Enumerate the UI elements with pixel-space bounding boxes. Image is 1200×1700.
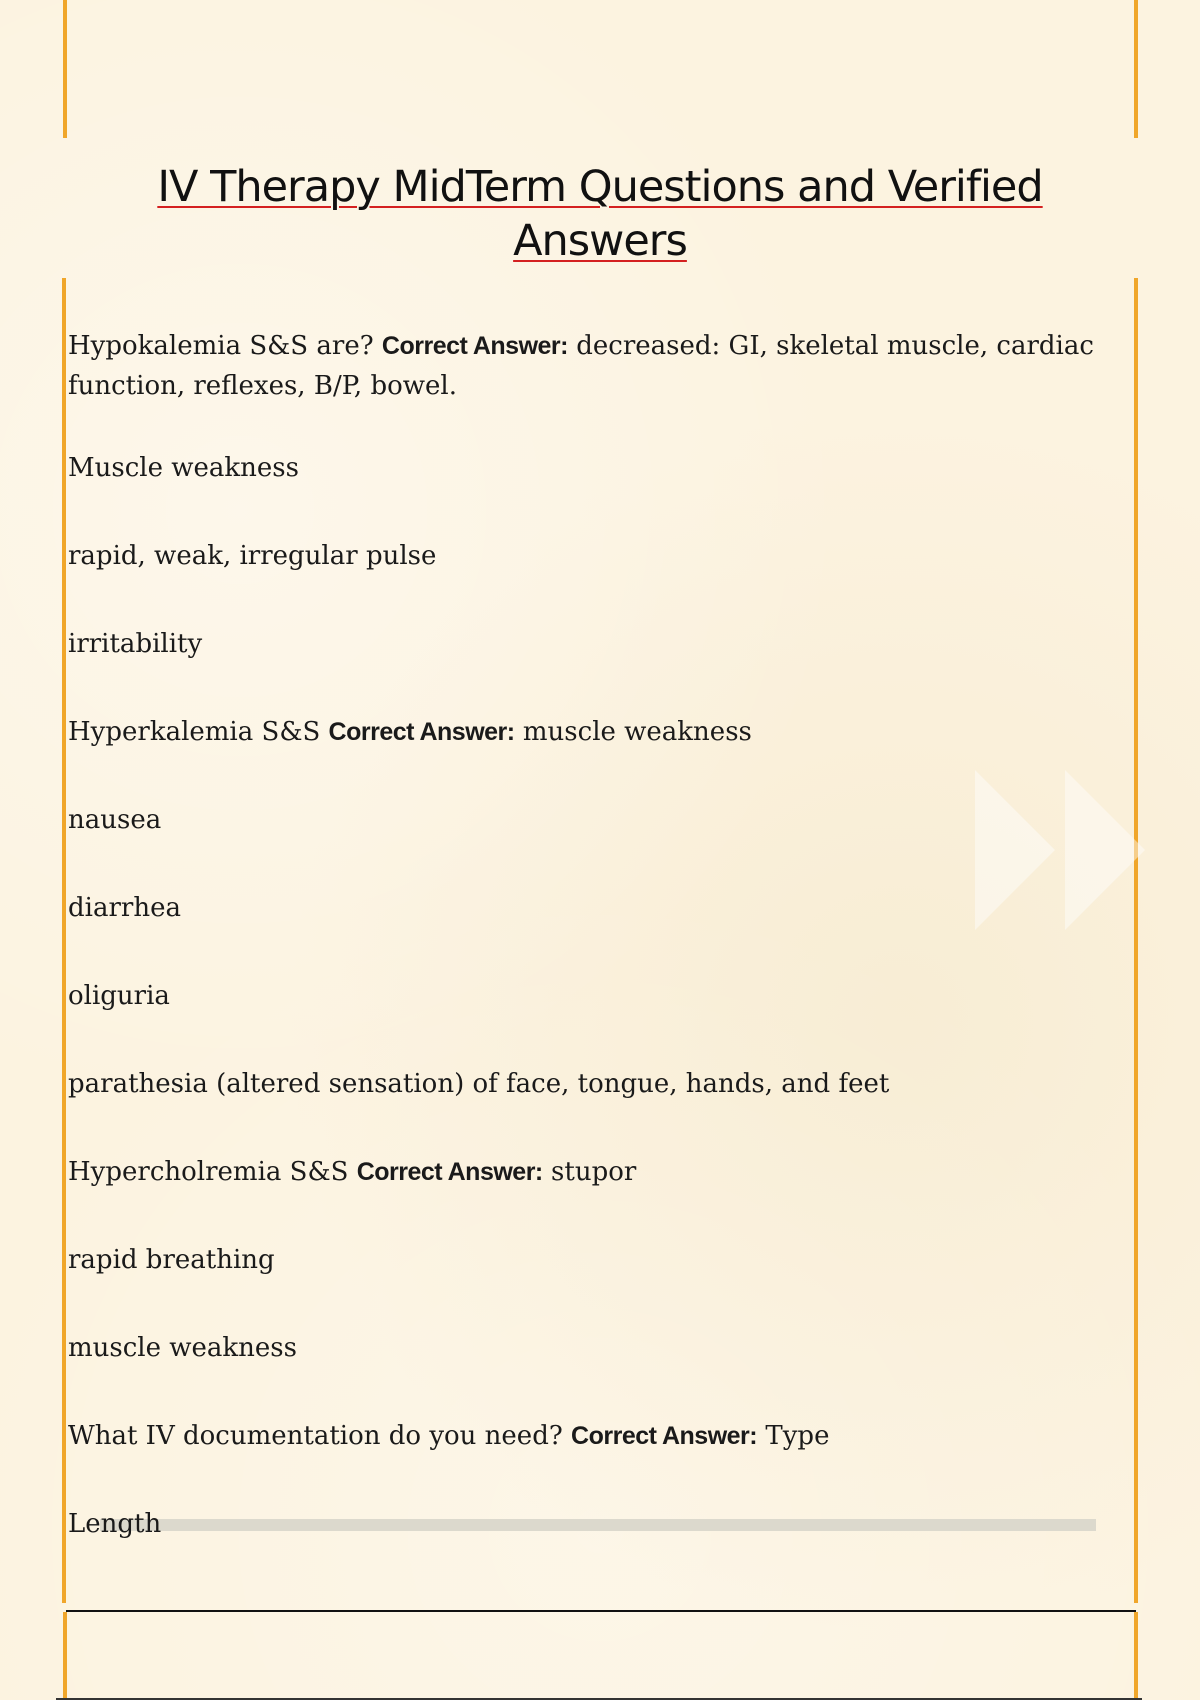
question-text: Hypokalemia S&S are? — [68, 331, 374, 361]
left-border-line-bottom — [63, 1612, 67, 1700]
answer-line: irritability — [68, 629, 203, 659]
answer-text: Type — [765, 1421, 830, 1451]
right-border-line-bottom — [1134, 1612, 1138, 1700]
title-line-2: Answers — [513, 216, 687, 266]
qa-content — [68, 326, 1118, 1592]
answer-line: muscle weakness — [68, 1333, 297, 1363]
answer-line: parathesia (altered sensation) of face, tongue, hands, and feet — [68, 1069, 890, 1099]
question-text: What IV documentation do you need? — [68, 1421, 563, 1451]
qa-entry — [68, 1152, 1118, 1192]
answer-text: muscle weakness — [522, 717, 752, 747]
document-title — [100, 160, 1100, 268]
question-text: Hyperkalemia S&S — [68, 717, 321, 747]
horizontal-rule — [66, 1610, 1136, 1612]
correct-answer-label: Correct Answer: — [571, 1422, 758, 1450]
qa-entry — [68, 326, 1118, 406]
qa-entry — [68, 712, 1118, 752]
answer-line: rapid breathing — [68, 1245, 275, 1275]
left-border-line-top — [63, 0, 67, 138]
answer-line: Length — [68, 1509, 162, 1539]
title-line-1: IV Therapy MidTerm Questions and Verified — [157, 162, 1043, 212]
answer-text: stupor — [551, 1157, 637, 1187]
answer-text: decreased: GI, skeletal muscle, cardiac function, reflexes, B/P, bowel. — [68, 331, 1094, 401]
answer-line: rapid, weak, irregular pulse — [68, 541, 437, 571]
answer-line: oliguria — [68, 981, 170, 1011]
correct-answer-label: Correct Answer: — [328, 718, 515, 746]
correct-answer-label: Correct Answer: — [356, 1158, 543, 1186]
answer-line: diarrhea — [68, 893, 181, 923]
right-border-line-top — [1134, 0, 1138, 138]
right-border-line — [1134, 278, 1138, 1603]
correct-answer-label: Correct Answer: — [381, 332, 568, 360]
answer-line: nausea — [68, 805, 162, 835]
qa-entry — [68, 1416, 1118, 1456]
left-border-line — [62, 278, 66, 1603]
answer-line: Muscle weakness — [68, 453, 299, 483]
question-text: Hypercholremia S&S — [68, 1157, 349, 1187]
